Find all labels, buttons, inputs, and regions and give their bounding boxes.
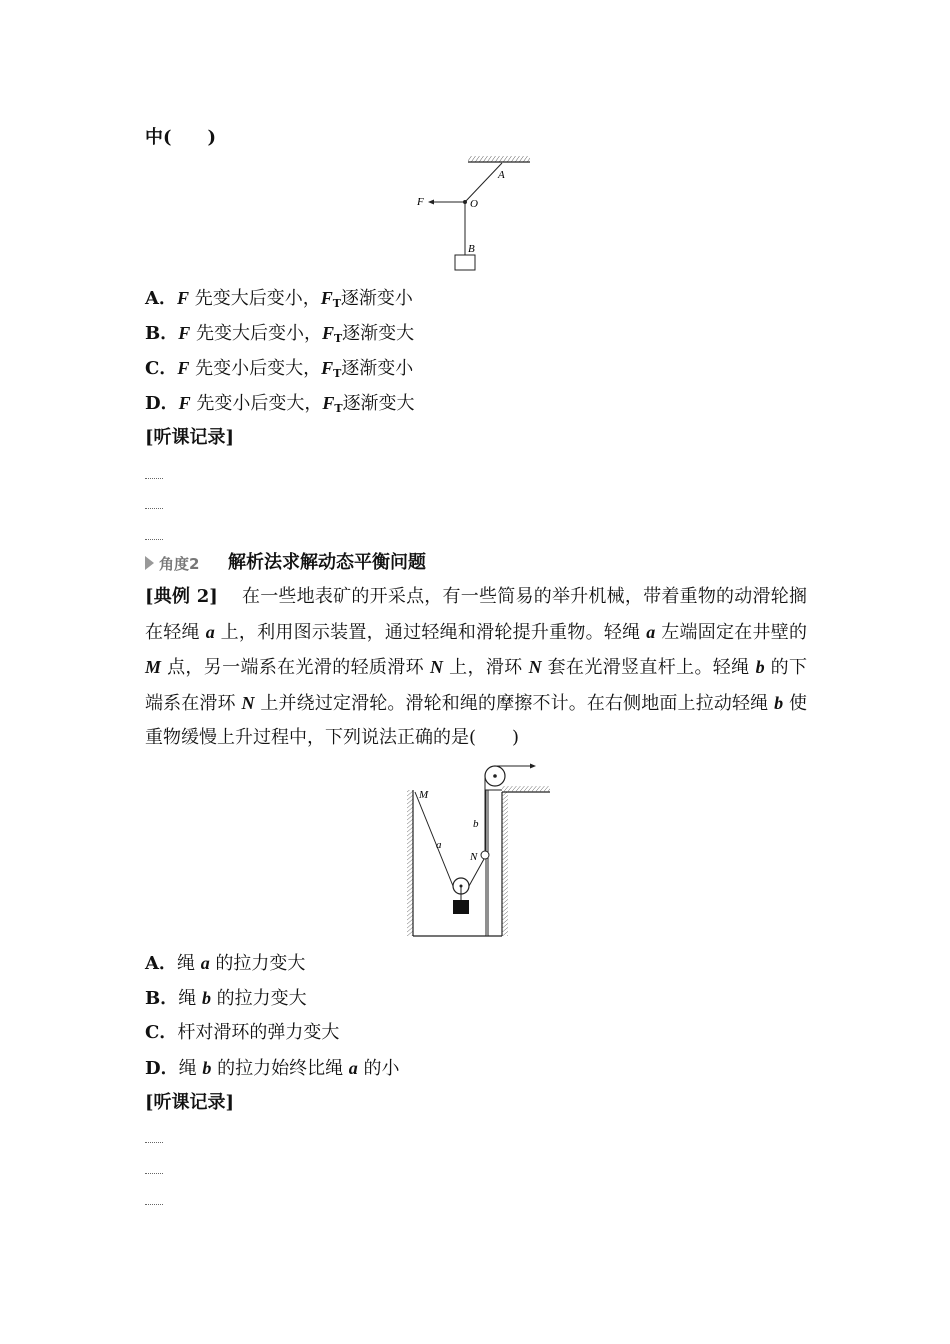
stem-variable: N xyxy=(430,657,444,677)
stem-text: 上，滑环 xyxy=(443,657,529,678)
stem-variable: a xyxy=(205,621,215,642)
right-wall-hatch xyxy=(502,792,508,936)
pull-arrow xyxy=(530,764,536,769)
stem-variable: N xyxy=(528,657,542,677)
stem-text: 套在光滑竖直杆上。轻绳 xyxy=(541,657,756,678)
label-m: M xyxy=(419,789,429,801)
block-b xyxy=(455,255,475,270)
label-a: a xyxy=(436,839,442,851)
rope-oa xyxy=(465,163,502,202)
q1-option-a: A．F 先变大后变小，$F_T$逐渐变小 xyxy=(145,288,413,310)
weight-block xyxy=(453,900,469,914)
example-label: [典例 2] xyxy=(145,586,218,607)
ceiling-hatch xyxy=(468,156,530,162)
label-b: b xyxy=(473,818,479,830)
point-o xyxy=(463,200,467,204)
question-tail: 中( ) xyxy=(145,127,217,148)
q1-option-c: C．F 先变小后变大，$F_T$逐渐变小 xyxy=(145,358,414,380)
label-n: N xyxy=(470,851,478,863)
ground-hatch xyxy=(502,786,550,792)
label-a: A xyxy=(498,169,505,181)
stem-variable: a xyxy=(646,621,656,642)
q1-notes-line-3[interactable] xyxy=(145,538,163,540)
stem-text: 左端固定在井壁的 xyxy=(655,621,807,643)
q2-option-b: B．绳 b 的拉力变大 xyxy=(145,988,307,1009)
rope-a-right xyxy=(469,859,484,886)
stem-variable: M xyxy=(145,657,162,677)
angle-tag xyxy=(145,552,199,574)
q2-option-d: D．绳 b 的拉力始终比绳 a 的小 xyxy=(145,1058,400,1079)
stem-variable: b xyxy=(774,692,784,713)
q2-notes-line-2[interactable] xyxy=(145,1172,163,1174)
rope-a-left xyxy=(415,792,453,886)
stem-variable: N xyxy=(241,692,255,713)
label-o: O xyxy=(470,198,478,210)
q1-option-d: D．F 先变小后变大，$F_T$逐渐变大 xyxy=(145,393,415,415)
stem-text: 搁在轻绳 xyxy=(145,586,807,643)
q2-notes-label: [听课记录] xyxy=(145,1092,235,1113)
q1-notes-line-2[interactable] xyxy=(145,507,163,509)
q1-notes-label: [听课记录] xyxy=(145,427,235,448)
vertical-rod xyxy=(486,790,488,936)
angle-tag-label: 角度2 xyxy=(159,554,200,573)
figure-2 xyxy=(402,760,558,942)
stem-text: 点，另一端系在光滑的轻质滑环 xyxy=(161,657,431,678)
label-b: B xyxy=(468,243,475,255)
angle-title: 解析法求解动态平衡问题 xyxy=(228,552,426,573)
stem-text: 上并绕过定滑轮。滑轮和绳的摩擦不计。在右侧地面上拉动轻绳 xyxy=(254,692,775,714)
force-f-arrow xyxy=(428,200,434,205)
stem-variable: b xyxy=(755,657,765,677)
q2-option-a: A．绳 a 的拉力变大 xyxy=(145,953,306,974)
stem-text: 在一些地表矿的开采点，有一些简易的举升机械，带着重物的动滑轮 xyxy=(223,586,789,607)
q2-option-c: C．杆对滑环的弹力变大 xyxy=(145,1022,340,1043)
q2-stem xyxy=(145,580,807,756)
stem-text: 的下端系在滑环 xyxy=(145,657,807,714)
stem-text: 使重物缓慢上升过程中，下列说法正确的是( ) xyxy=(145,692,807,748)
stem-text: 上，利用图示装置，通过轻绳和滑轮提升重物。轻绳 xyxy=(214,621,647,643)
q2-notes-line-1[interactable] xyxy=(145,1141,163,1143)
ring-n xyxy=(481,851,489,859)
play-triangle-icon xyxy=(145,556,154,570)
q1-notes-line-1[interactable] xyxy=(145,477,163,479)
q1-option-b: B．F 先变大后变小，$F_T$逐渐变大 xyxy=(145,323,415,345)
q2-notes-line-3[interactable] xyxy=(145,1203,163,1205)
left-wall-hatch xyxy=(407,790,413,936)
figure-1 xyxy=(410,152,540,274)
label-f: F xyxy=(417,196,424,208)
